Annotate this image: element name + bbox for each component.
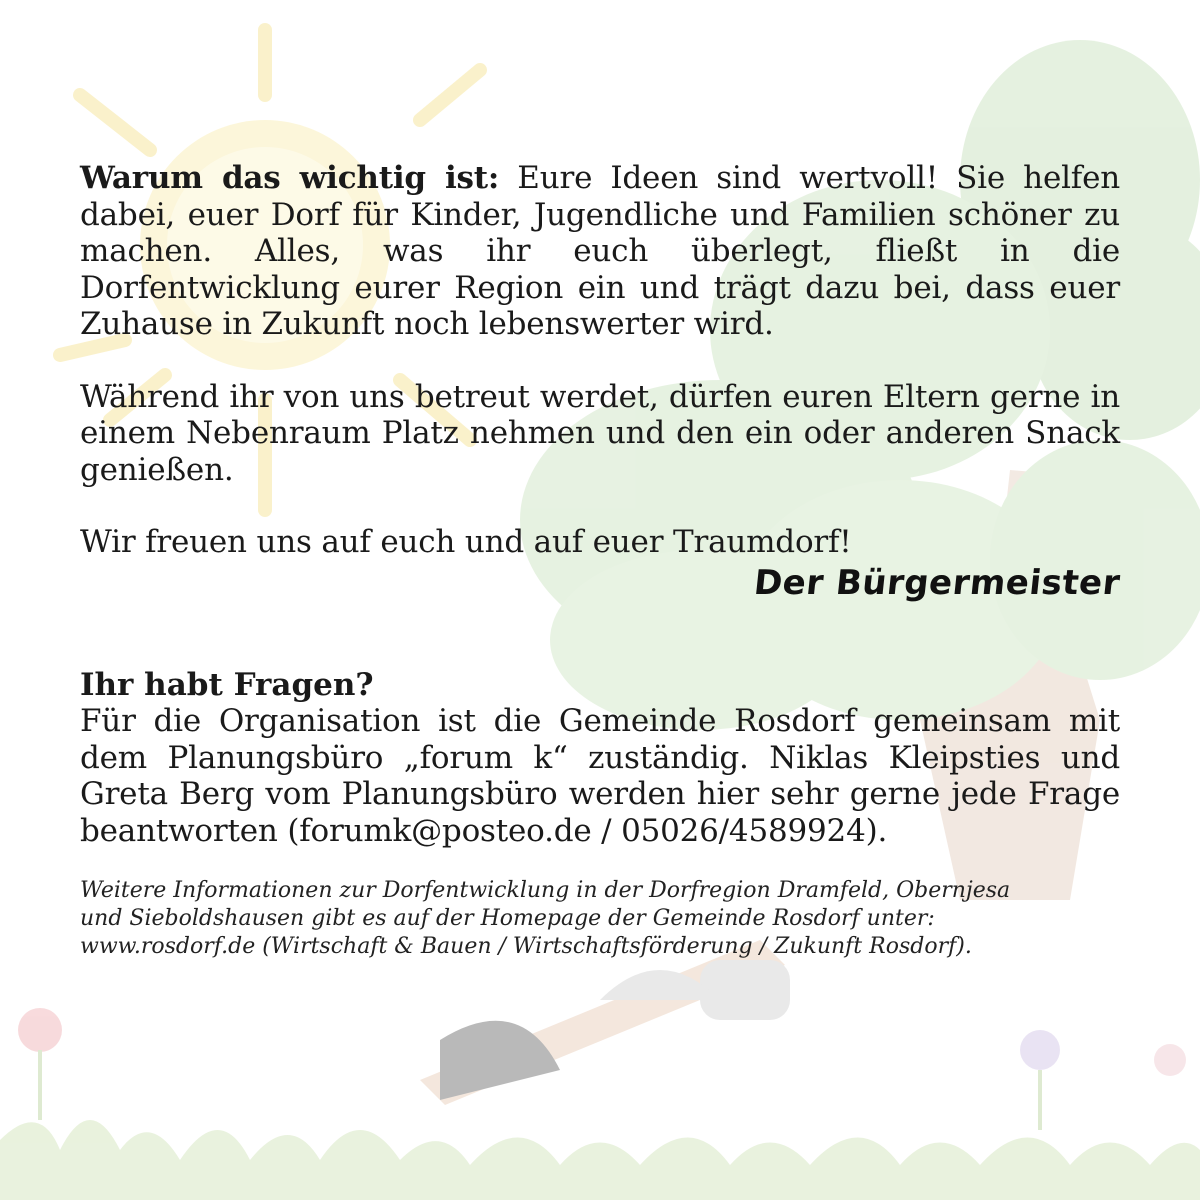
parents-paragraph: Während ihr von uns betreut werdet, dürfen euren Eltern gerne in einem Nebenraum Platz nehmen und den ein oder anderen Snack genießen. xyxy=(80,378,1120,488)
signature: Der Bürgermeister xyxy=(751,562,1123,603)
seesaw-icon xyxy=(420,940,790,1105)
footnote: Weitere Informationen zur Dorfentwicklung in der Dorfregion Dramfeld, Obernjesa und Sieboldshausen gibt es auf der Homepage der Gemeinde Rosdorf unter: www.rosdorf.de (Wirtschaft & Bauen / Wirtschaftsförderung / Zukunft Rosdorf). xyxy=(80,878,1011,959)
letter-content xyxy=(80,160,1123,961)
questions-heading: Ihr habt Fragen? xyxy=(80,666,374,703)
intro-text: Eure Ideen sind wertvoll! Sie helfen dabei, euer Dorf für Kinder, Jugendliche und Familien schöner zu machen. Alles, was ihr euch überlegt, fließt in die Dorfentwicklung eurer Region ein und trägt dazu bei, dass euer Zuhause in Zukunft noch lebenswerter wird. xyxy=(80,160,1120,342)
questions-paragraph: Für die Organisation ist die Gemeinde Rosdorf gemeinsam mit dem Planungsbüro „forum k“ zuständig. Niklas Kleipsties und Greta Berg vom Planungsbüro werden hier sehr gerne jede Frage beantworten (forumk@posteo.de / 05026/4589924). xyxy=(80,703,1120,849)
closing-line: Wir freuen uns auf euch und auf euer Traumdorf! xyxy=(80,524,852,560)
intro-lead: Warum das wichtig ist: xyxy=(80,160,500,196)
intro-paragraph xyxy=(80,160,1120,343)
